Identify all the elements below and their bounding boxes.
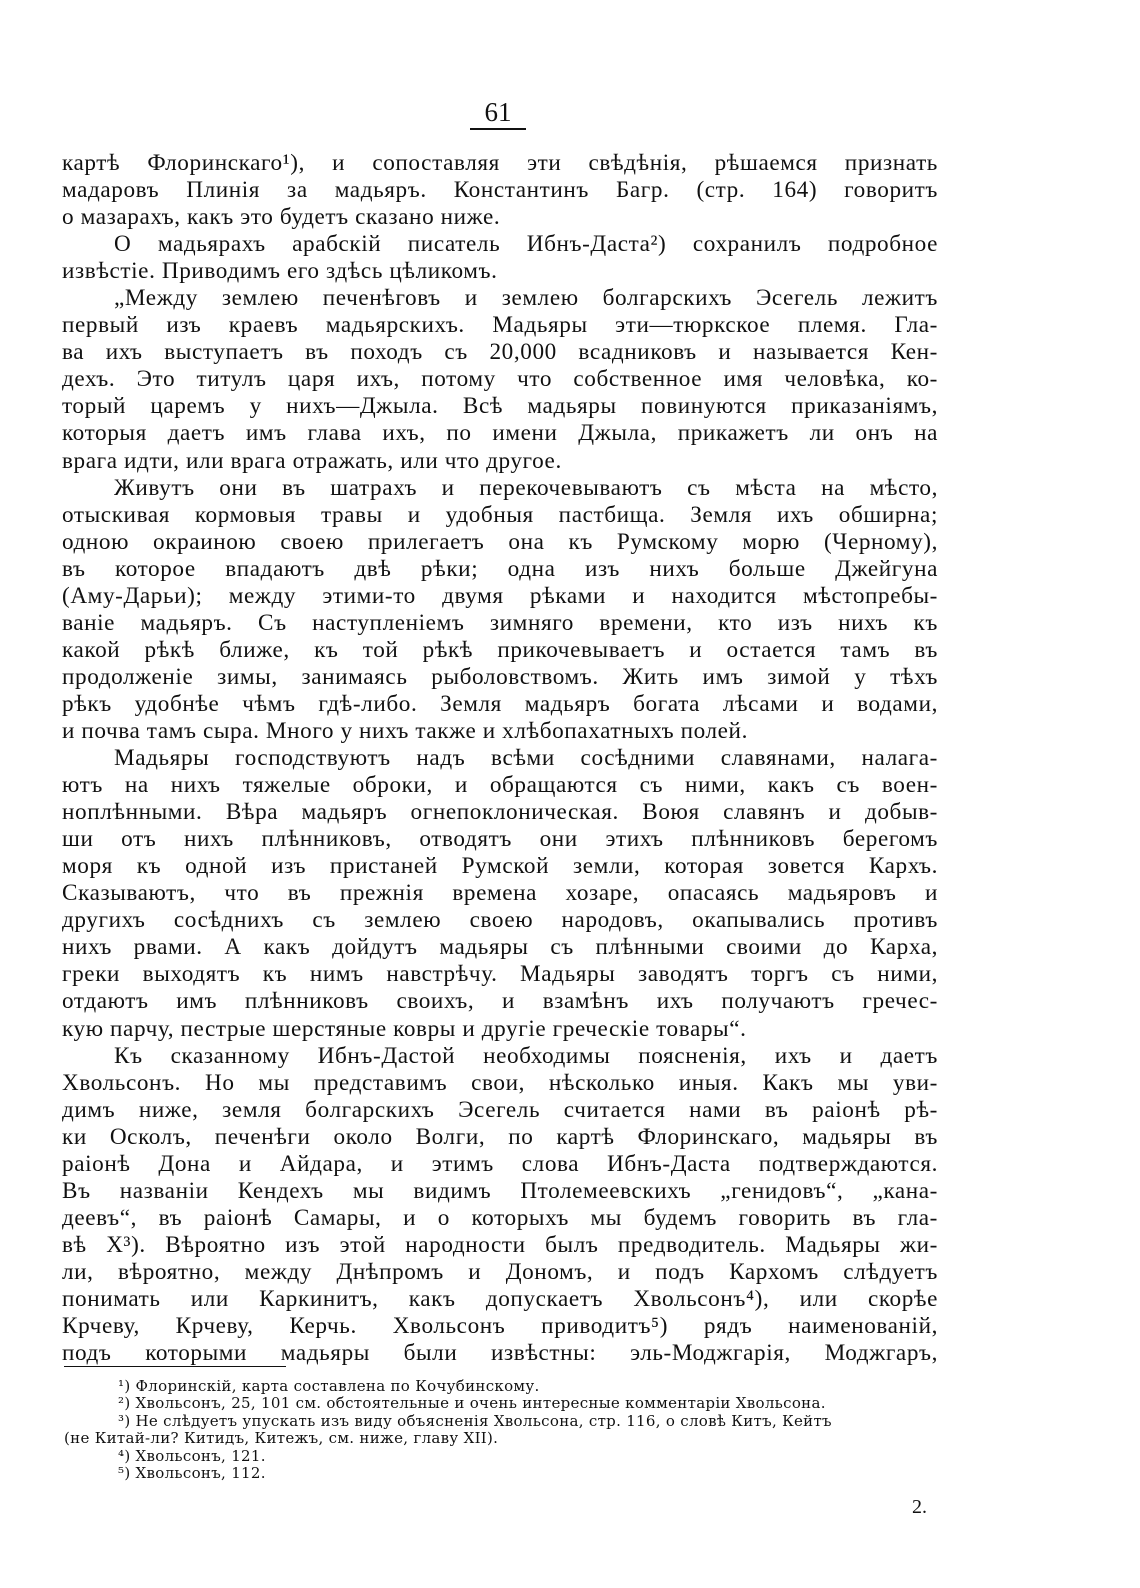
- text-line: ноплѣнными. Вѣра мадьяръ огнепоклоническая. Воюя славянъ и добыв-: [62, 799, 938, 826]
- text-line: отыскивая кормовыя травы и удобныя пастбища. Земля ихъ обширна;: [62, 501, 938, 528]
- text-line: вѣ X³). Вѣроятно изъ этой народности былъ предводитель. Мадьяры жи-: [62, 1231, 938, 1258]
- footnote: ¹) Флоринскій, карта составлена по Кочубинскому.: [118, 1377, 540, 1395]
- text-line: Сказываютъ, что въ прежнія времена хозаре, опасаясь мадьяровъ и: [62, 880, 938, 907]
- body-text: [62, 150, 938, 1367]
- footnote: ⁴) Хвольсонъ, 121.: [118, 1446, 266, 1465]
- text-line: другихъ сосѣднихъ съ землею своею народовъ, окапывались противъ: [62, 907, 938, 934]
- text-line: ва ихъ выступаетъ въ походъ съ 20,000 всадниковъ и называется Кен-: [62, 339, 938, 366]
- text-line: Въ названіи Кендехъ мы видимъ Птолемеевскихъ „генидовъ“, „кана-: [62, 1177, 938, 1204]
- text-line: кую парчу, пестрые шерстяные ковры и другіе греческіе товары“.: [62, 1015, 747, 1042]
- text-line: которыя даетъ имъ глава ихъ, по имени Джыла, прикажетъ ли онъ на: [62, 420, 938, 447]
- text-line: и почва тамъ сыра. Много у нихъ также и хлѣбопахатныхъ полей.: [62, 717, 748, 744]
- text-line: О мадьярахъ арабскій писатель Ибнъ-Даста²) сохранилъ подробное: [114, 231, 938, 258]
- text-line: Къ сказанному Ибнъ-Дастой необходимы поясненія, ихъ и даетъ: [114, 1042, 938, 1069]
- text-line: димъ ниже, земля болгарскихъ Эсегель считается нами въ раіонѣ рѣ-: [62, 1096, 938, 1123]
- text-line: Живутъ они въ шатрахъ и перекочевываютъ съ мѣста на мѣсто,: [114, 474, 938, 501]
- text-line: нихъ рвами. А какъ дойдутъ мадьяры съ плѣнными своими до Карха,: [62, 934, 938, 961]
- text-line: ши отъ нихъ плѣнниковъ, отводятъ они этихъ плѣнниковъ берегомъ: [62, 826, 938, 853]
- text-line: ваніе мадьяръ. Съ наступленіемъ зимняго времени, кто изъ нихъ къ: [62, 609, 938, 636]
- text-line: врага идти, или врага отражать, или что другое.: [62, 447, 562, 474]
- text-line: деевъ“, въ раіонѣ Самары, и о которыхъ мы будемъ говорить въ гла-: [62, 1204, 938, 1231]
- text-line: рѣкъ удобнѣе чѣмъ гдѣ-либо. Земля мадьяръ богата лѣсами и водами,: [62, 690, 938, 717]
- footnote: ²) Хвольсонъ, 25, 101 см. обстоятельные и очень интересные комментаріи Хвольсона.: [118, 1394, 826, 1413]
- text-line: продолженіе зимы, занимаясь рыболовствомъ. Жить имъ зимой у тѣхъ: [62, 663, 938, 690]
- text-line: Мадьяры господствуютъ надъ всѣми сосѣдними славянами, налага-: [114, 745, 938, 772]
- text-line: „Между землею печенѣговъ и землею болгарскихъ Эсегель лежитъ: [114, 285, 938, 312]
- text-line: греки выходятъ къ нимъ навстрѣчу. Мадьяры заводятъ торгъ съ ними,: [62, 961, 938, 988]
- text-line: подъ которыми мадьяры были извѣстны: эль-Моджгарія, Моджгаръ,: [62, 1340, 938, 1367]
- text-line: ютъ на нихъ тяжелые оброки, и обращаются съ ними, какъ съ воен-: [62, 772, 938, 799]
- text-line: одною окраиною своею прилегаетъ она къ Румскому морю (Черному),: [62, 528, 938, 555]
- text-line: ли, вѣроятно, между Днѣпромъ и Дономъ, и подъ Кархомъ слѣдуетъ: [62, 1258, 938, 1285]
- text-line: мадаровъ Плинія за мадьяръ. Константинъ Багр. (стр. 164) говоритъ: [62, 177, 938, 204]
- text-line: Крчеву, Крчеву, Керчь. Хвольсонъ приводитъ⁵) рядъ наименованій,: [62, 1313, 938, 1340]
- text-line: (Аму-Дарьи); между этими-то двумя рѣками и находится мѣстопребы-: [62, 582, 938, 609]
- text-line: извѣстіе. Приводимъ его здѣсь цѣликомъ.: [62, 258, 498, 285]
- text-line: понимать или Каркинитъ, какъ допускаетъ Хвольсонъ⁴), или скорѣе: [62, 1285, 938, 1312]
- footnotes: [64, 1378, 938, 1482]
- text-line: первый изъ краевъ мадьярскихъ. Мадьяры эти—тюркское племя. Гла-: [62, 312, 938, 339]
- page-number: 61: [470, 96, 526, 130]
- text-line: моря къ одной изъ пристаней Румской земли, которая зовется Кархъ.: [62, 853, 938, 880]
- text-line: въ которое впадаютъ двѣ рѣки; одна изъ нихъ больше Джейгуна: [62, 555, 938, 582]
- text-line: ки Осколъ, печенѣги около Волги, по картѣ Флоринскаго, мадьяры въ: [62, 1123, 938, 1150]
- footnote-divider: [64, 1366, 286, 1367]
- text-line: картѣ Флоринскаго¹), и сопоставляя эти свѣдѣнія, рѣшаемся признать: [62, 150, 938, 176]
- footnote: ³) Не слѣдуетъ упускать изъ виду объясненія Хвольсона, стр. 116, о словѣ Китъ, Кейтъ: [118, 1411, 832, 1430]
- footnote: ⁵) Хвольсонъ, 112.: [118, 1464, 266, 1483]
- footnote-continuation: (не Китай-ли? Китидъ, Китежъ, см. ниже, главу XII).: [64, 1429, 499, 1448]
- text-line: какой рѣкѣ ближе, къ той рѣкѣ прикочевываетъ и остается тамъ въ: [62, 636, 938, 663]
- text-line: Хвольсонъ. Но мы представимъ свои, нѣсколько иныя. Какъ мы уви-: [62, 1069, 938, 1096]
- text-line: торый царемъ у нихъ—Джыла. Всѣ мадьяры повинуются приказаніямъ,: [62, 393, 938, 420]
- text-line: дехъ. Это титулъ царя ихъ, потому что собственное имя человѣка, ко-: [62, 366, 938, 393]
- text-line: раіонѣ Дона и Айдара, и этимъ слова Ибнъ-Даста подтверждаются.: [62, 1150, 938, 1177]
- signature-mark: 2.: [912, 1496, 927, 1518]
- text-line: отдаютъ имъ плѣнниковъ своихъ, и взамѣнъ ихъ получаютъ гречес-: [62, 988, 938, 1015]
- text-line: о мазарахъ, какъ это будетъ сказано ниже.: [62, 204, 501, 231]
